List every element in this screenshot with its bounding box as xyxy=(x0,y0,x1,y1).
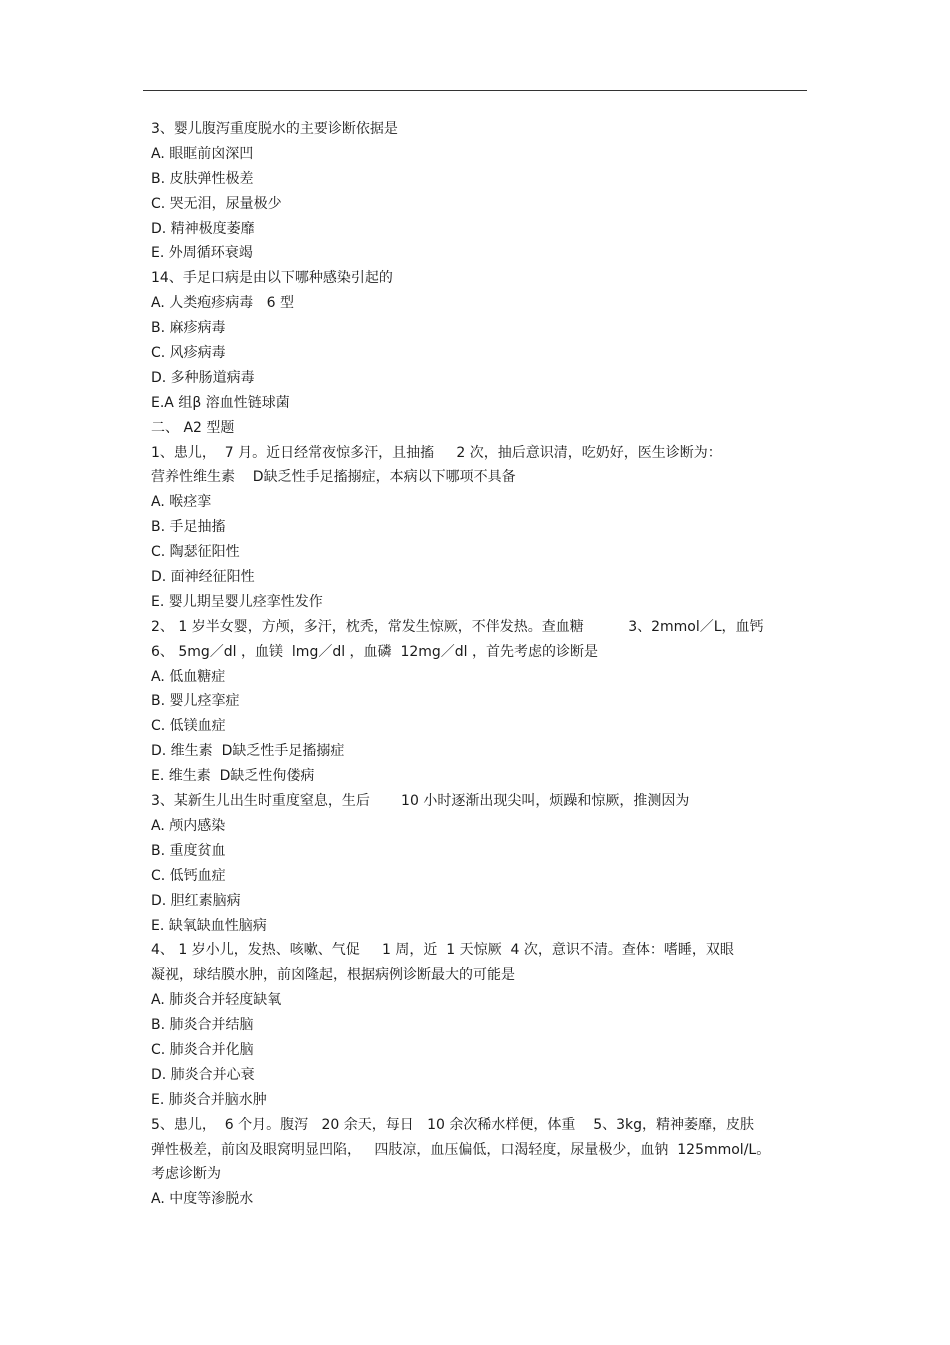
header-rule xyxy=(143,90,807,91)
option-line: D. 肺炎合并心衰 xyxy=(151,1066,255,1083)
option-line: E.A 组β 溶血性链球菌 xyxy=(151,394,290,411)
option-line: A. 眼眶前囟深凹 xyxy=(151,145,254,162)
option-line: B. 重度贫血 xyxy=(151,842,226,859)
question-14-stem: 14、手足口病是由以下哪种感染引起的 xyxy=(151,270,393,287)
option-line: A. 低血糖症 xyxy=(151,668,226,685)
question-4-stem: 4、 1 岁小儿，发热、咳嗽、气促 1 周，近 1 天惊厥 4 次，意识不清。查体：嗜睡，双眼 xyxy=(151,942,734,959)
document-body xyxy=(151,117,811,1212)
option-line: E. 维生素 D缺乏性佝偻病 xyxy=(151,768,315,785)
question-5-stem: 5、患儿， 6 个月。腹泻 20 余天，每日 10 余次稀水样便，体重 5、3kg，精神萎靡，皮肤 xyxy=(151,1116,755,1133)
option-line: C. 低钙血症 xyxy=(151,867,226,884)
option-line: B. 婴儿痉挛症 xyxy=(151,693,240,710)
question-1-stem: 1、患儿， 7 月。近日经常夜惊多汗，且抽搐 2 次，抽后意识清，吃奶好，医生诊断为： xyxy=(151,444,722,461)
question-5-stem-cont: 考虑诊断为 xyxy=(151,1166,221,1183)
question-5-stem-cont: 弹性极差，前囟及眼窝明显凹陷， 四肢凉，血压偏低，口渴轻度，尿量极少，血钠 125mmol/L。 xyxy=(151,1141,771,1158)
option-line: D. 精神极度萎靡 xyxy=(151,220,255,237)
option-line: C. 陶瑟征阳性 xyxy=(151,544,240,561)
option-line: E. 肺炎合并脑水肿 xyxy=(151,1091,267,1108)
option-line: A. 肺炎合并轻度缺氧 xyxy=(151,992,282,1009)
option-line: A. 中度等渗脱水 xyxy=(151,1191,254,1208)
option-line: A. 颅内感染 xyxy=(151,817,226,834)
option-line: B. 肺炎合并结脑 xyxy=(151,1017,254,1034)
option-line: D. 维生素 D缺乏性手足搐搦症 xyxy=(151,743,345,760)
option-line: B. 皮肤弹性极差 xyxy=(151,170,254,187)
question-2-stem-cont: 6、 5mg／dl ，血镁 lmg／dl ，血磷 12mg／dl ，首先考虑的诊断是 xyxy=(151,643,599,660)
option-line: B. 麻疹病毒 xyxy=(151,320,226,337)
option-line: A. 喉痉挛 xyxy=(151,494,212,511)
option-line: C. 风疹病毒 xyxy=(151,345,226,362)
option-line: C. 肺炎合并化脑 xyxy=(151,1041,254,1058)
option-line: E. 婴儿期呈婴儿痉挛性发作 xyxy=(151,593,323,610)
question-1-stem-cont: 营养性维生素 D缺乏性手足搐搦症，本病以下哪项不具备 xyxy=(151,469,516,486)
question-4-stem-cont: 凝视，球结膜水肿，前囟隆起，根据病例诊断最大的可能是 xyxy=(151,967,515,984)
option-line: D. 胆红素脑病 xyxy=(151,892,241,909)
question-3-stem: 3、婴儿腹泻重度脱水的主要诊断依据是 xyxy=(151,121,398,137)
section-heading: 二、 A2 型题 xyxy=(151,419,235,436)
question-3b-stem: 3、某新生儿出生时重度窒息，生后 10 小时逐渐出现尖叫，烦躁和惊厥，推测因为 xyxy=(151,793,690,810)
option-line: C. 哭无泪，尿量极少 xyxy=(151,195,282,212)
option-line: E. 外周循环衰竭 xyxy=(151,245,253,262)
question-2-stem: 2、 1 岁半女婴，方颅，多汗，枕秃，常发生惊厥，不伴发热。查血糖 3、2mmol／L，血钙 xyxy=(151,618,764,635)
option-line: A. 人类疱疹病毒 6 型 xyxy=(151,295,294,312)
option-line: E. 缺氧缺血性脑病 xyxy=(151,917,267,934)
option-line: B. 手足抽搐 xyxy=(151,519,226,536)
option-line: D. 面神经征阳性 xyxy=(151,569,255,586)
option-line: D. 多种肠道病毒 xyxy=(151,369,255,386)
option-line: C. 低镁血症 xyxy=(151,718,226,735)
